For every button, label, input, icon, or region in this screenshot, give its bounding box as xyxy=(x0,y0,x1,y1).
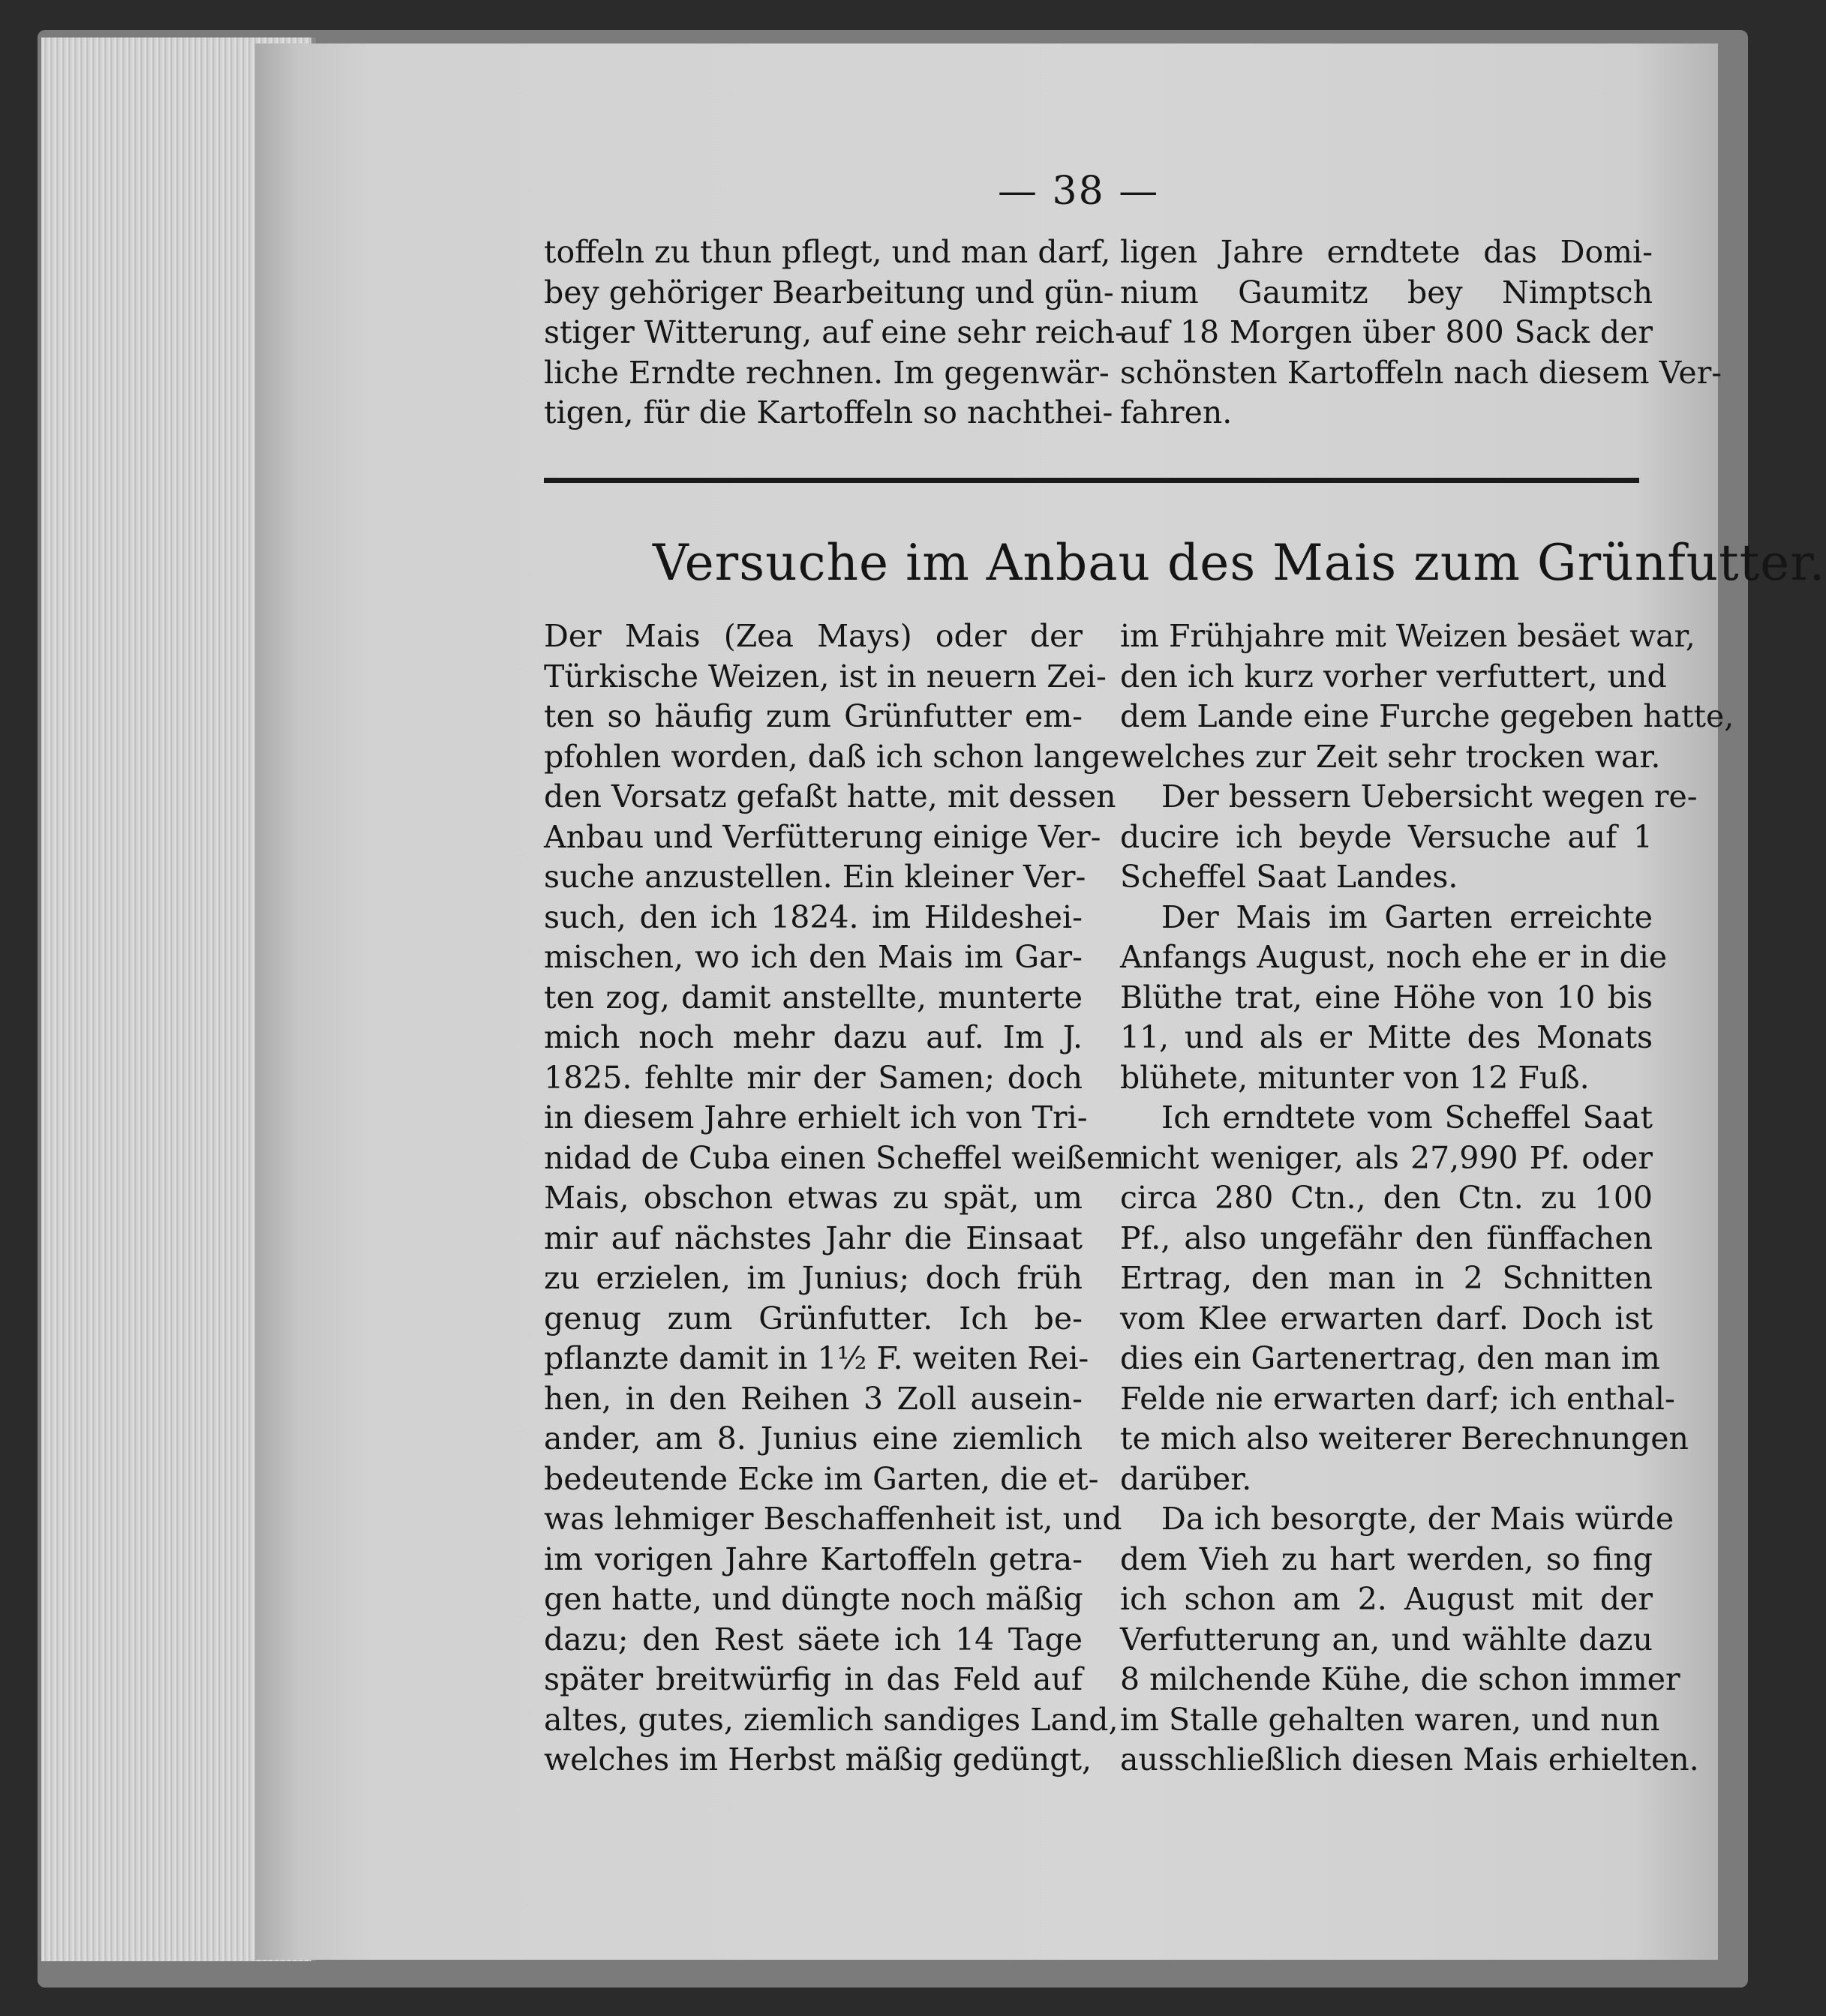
text-line: 1825. fehlte mir der Samen; doch xyxy=(544,1059,1083,1096)
text-line: bey gehöriger Bearbeitung und gün- xyxy=(544,274,1114,310)
text-line: zu erzielen, im Junius; doch früh xyxy=(544,1260,1083,1296)
text-line: blühete, mitunter von 12 Fuß. xyxy=(1120,1059,1590,1096)
text-line: ligen Jahre erndtete das Domi- xyxy=(1120,234,1653,270)
text-line: schönsten Kartoffeln nach diesem Ver- xyxy=(1120,354,1722,391)
text-line: den ich kurz vorher verfuttert, und xyxy=(1120,658,1667,694)
text-line: in diesem Jahre erhielt ich von Tri- xyxy=(544,1100,1088,1136)
text-line: nicht weniger, als 27,990 Pf. oder xyxy=(1120,1139,1653,1176)
text-line: liche Erndte rechnen. Im gegenwär- xyxy=(544,354,1110,391)
text-line: Ertrag, den man in 2 Schnitten xyxy=(1120,1260,1653,1296)
text-line: stiger Witterung, auf eine sehr reich- xyxy=(544,314,1125,350)
section-heading: Versuche im Anbau des Mais zum Grünfutter. xyxy=(653,534,1826,592)
text-line: im vorigen Jahre Kartoffeln getra- xyxy=(544,1540,1083,1577)
text-line: bedeutende Ecke im Garten, die et- xyxy=(544,1460,1099,1497)
text-line: ander, am 8. Junius eine ziemlich xyxy=(544,1420,1083,1456)
text-line: tigen, für die Kartoffeln so nachthei- xyxy=(544,394,1113,430)
text-line: 11, und als er Mitte des Monats xyxy=(1120,1019,1653,1055)
page-number: — 38 — xyxy=(998,169,1160,214)
text-line: Der Mais im Garten erreichte xyxy=(1161,898,1653,935)
text-line: Blüthe trat, eine Höhe von 10 bis xyxy=(1120,979,1653,1016)
text-line: such, den ich 1824. im Hildeshei- xyxy=(544,898,1083,935)
text-line: Pf., also ungefähr den fünffachen xyxy=(1120,1220,1653,1256)
text-line: dem Vieh zu hart werden, so fing xyxy=(1120,1540,1653,1577)
text-line: Verfutterung an, und wählte dazu xyxy=(1120,1621,1653,1658)
text-line: was lehmiger Beschaffenheit ist, und xyxy=(544,1501,1122,1537)
text-line: altes, gutes, ziemlich sandiges Land, xyxy=(544,1701,1119,1738)
text-line: welches im Herbst mäßig gedüngt, xyxy=(544,1742,1092,1778)
text-line: später breitwürfig in das Feld auf xyxy=(544,1661,1083,1697)
top-left-column xyxy=(544,232,1125,434)
text-line: dazu; den Rest säete ich 14 Tage xyxy=(544,1621,1083,1658)
text-line: dem Lande eine Furche gegeben hatte, xyxy=(1120,698,1734,734)
right-column xyxy=(1120,616,1734,1780)
text-line: Da ich besorgte, der Mais würde xyxy=(1161,1501,1674,1537)
text-line: ausschließlich diesen Mais erhielten. xyxy=(1120,1742,1699,1778)
text-line: fahren. xyxy=(1120,394,1233,430)
text-line: im Frühjahre mit Weizen besäet war, xyxy=(1120,618,1695,654)
text-line: mir auf nächstes Jahr die Einsaat xyxy=(544,1220,1083,1256)
text-line: Anbau und Verfütterung einige Ver- xyxy=(544,818,1101,855)
text-line: genug zum Grünfutter. Ich be- xyxy=(544,1300,1083,1336)
text-line: suche anzustellen. Ein kleiner Ver- xyxy=(544,859,1086,895)
text-line: hen, in den Reihen 3 Zoll ausein- xyxy=(544,1380,1083,1417)
text-line: Mais, obschon etwas zu spät, um xyxy=(544,1180,1083,1216)
text-line: ducire ich beyde Versuche auf 1 xyxy=(1120,818,1653,855)
text-line: Felde nie erwarten darf; ich enthal- xyxy=(1120,1380,1675,1417)
text-line: den Vorsatz gefaßt hatte, mit dessen xyxy=(544,778,1116,814)
text-line: ten so häufig zum Grünfutter em- xyxy=(544,698,1083,734)
text-line: Scheffel Saat Landes. xyxy=(1120,859,1458,895)
text-line: pfohlen worden, daß ich schon lange xyxy=(544,738,1120,775)
text-line: Der bessern Uebersicht wegen re- xyxy=(1161,778,1698,814)
text-line: toffeln zu thun pflegt, und man darf, xyxy=(544,234,1111,270)
text-line: Ich erndtete vom Scheffel Saat xyxy=(1161,1100,1653,1136)
text-line: gen hatte, und düngte noch mäßig xyxy=(544,1581,1083,1617)
text-line: circa 280 Ctn., den Ctn. zu 100 xyxy=(1120,1180,1653,1216)
text-line: Türkische Weizen, ist in neuern Zei- xyxy=(544,658,1107,694)
text-line: 8 milchende Kühe, die schon immer xyxy=(1120,1661,1680,1697)
text-line: pflanzte damit in 1½ F. weiten Rei- xyxy=(544,1340,1089,1376)
top-right-column xyxy=(1120,232,1722,434)
text-line: im Stalle gehalten waren, und nun xyxy=(1120,1701,1660,1738)
text-line: darüber. xyxy=(1120,1460,1252,1497)
text-line: te mich also weiterer Berechnungen xyxy=(1120,1420,1689,1456)
text-line: Anfangs August, noch ehe er in die xyxy=(1120,939,1668,975)
text-line: auf 18 Morgen über 800 Sack der xyxy=(1120,314,1653,350)
section-divider xyxy=(544,478,1639,483)
text-line: ich schon am 2. August mit der xyxy=(1120,1581,1653,1617)
text-line: mich noch mehr dazu auf. Im J. xyxy=(544,1019,1083,1055)
text-line: nidad de Cuba einen Scheffel weißen xyxy=(544,1139,1125,1176)
text-line: welches zur Zeit sehr trocken war. xyxy=(1120,738,1661,775)
text-line: nium Gaumitz bey Nimptsch xyxy=(1120,274,1653,310)
text-line: dies ein Gartenertrag, den man im xyxy=(1120,1340,1660,1376)
text-line: vom Klee erwarten darf. Doch ist xyxy=(1120,1300,1653,1336)
text-line: mischen, wo ich den Mais im Gar- xyxy=(544,939,1083,975)
text-line: ten zog, damit anstellte, munterte xyxy=(544,979,1083,1016)
text-line: Der Mais (Zea Mays) oder der xyxy=(544,618,1083,654)
left-column xyxy=(544,616,1125,1780)
